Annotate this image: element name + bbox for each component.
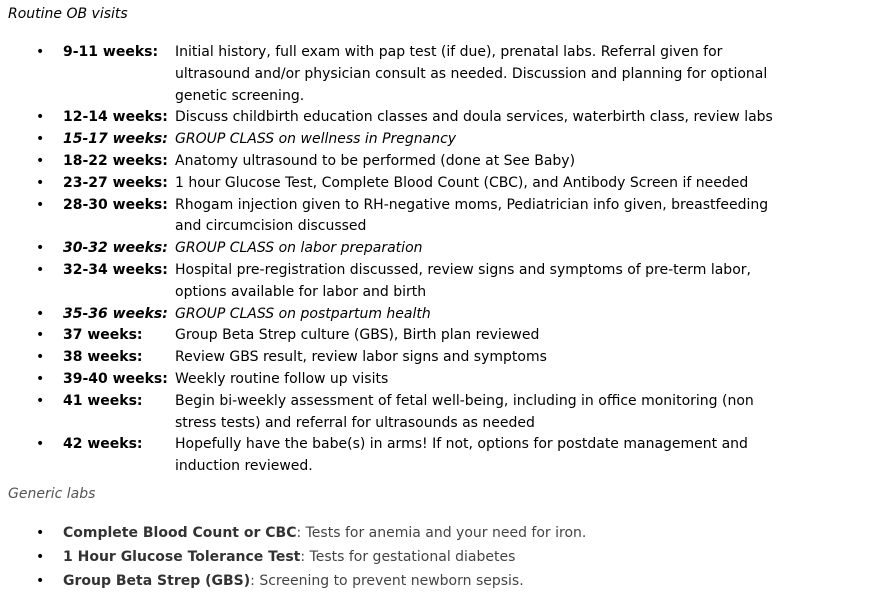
visit-item <box>0 325 879 347</box>
bullet: • <box>36 152 45 169</box>
visit-description: Hopefully have the babe(s) in arms! If not, options for postdate management and induction reviewed. <box>175 436 748 475</box>
visit-weeks: 35-36 weeks: <box>63 305 168 322</box>
visit-description: Hospital pre-registration discussed, review signs and symptoms of pre-term labor, options available for labor and birth <box>175 261 751 300</box>
visit-description: Group Beta Strep culture (GBS), Birth plan reviewed <box>175 327 540 344</box>
bullet: • <box>36 525 45 541</box>
visit-item <box>0 391 879 435</box>
lab-description: : Screening to prevent newborn sepsis. <box>250 573 524 589</box>
visit-description: GROUP CLASS on labor preparation <box>175 240 423 257</box>
visit-item <box>0 195 879 239</box>
visit-weeks: 28-30 weeks: <box>63 196 168 213</box>
routine-ob-visits-heading: Routine OB visits <box>8 6 128 22</box>
visit-item <box>0 42 879 107</box>
bullet: • <box>36 174 45 191</box>
visit-description: GROUP CLASS on postpartum health <box>175 305 431 322</box>
visits-list <box>0 42 879 478</box>
visit-description: 1 hour Glucose Test, Complete Blood Count (CBC), and Antibody Screen if needed <box>175 174 749 191</box>
bullet: • <box>36 240 45 257</box>
bullet: • <box>36 305 45 322</box>
visit-weeks: 37 weeks: <box>63 327 143 344</box>
visit-weeks: 39-40 weeks: <box>63 370 168 387</box>
visit-description: Review GBS result, review labor signs and symptoms <box>175 349 547 366</box>
visit-description: Rhogam injection given to RH-negative moms, Pediatrician info given, breastfeeding and circumcision discussed <box>175 196 769 235</box>
bullet: • <box>36 109 45 126</box>
bullet: • <box>36 370 45 387</box>
visit-weeks: 41 weeks: <box>63 392 143 409</box>
visit-item <box>0 129 879 151</box>
bullet: • <box>36 573 45 589</box>
visit-item <box>0 434 879 478</box>
bullet: • <box>36 196 45 213</box>
visit-weeks: 15-17 weeks: <box>63 131 168 148</box>
lab-term: Complete Blood Count or CBC <box>63 525 297 541</box>
visit-description: Discuss childbirth education classes and doula services, waterbirth class, review labs <box>175 109 773 126</box>
visit-description: Weekly routine follow up visits <box>175 370 389 387</box>
visit-weeks: 12-14 weeks: <box>63 109 168 126</box>
visit-item <box>0 304 879 326</box>
visit-description: Anatomy ultrasound to be performed (done at See Baby) <box>175 152 576 169</box>
visit-weeks: 32-34 weeks: <box>63 261 168 278</box>
visit-weeks: 9-11 weeks: <box>63 44 159 60</box>
bullet: • <box>36 549 45 565</box>
visit-description: Begin bi-weekly assessment of fetal well-being, including in office monitoring (non stress tests) and referral for ultrasounds as needed <box>175 392 754 431</box>
lab-item <box>0 521 879 545</box>
visit-weeks: 38 weeks: <box>63 349 143 366</box>
bullet: • <box>36 349 45 366</box>
visit-item <box>0 369 879 391</box>
visit-item <box>0 173 879 195</box>
generic-labs-heading: Generic labs <box>8 486 96 502</box>
visit-description: Initial history, full exam with pap test (if due), prenatal labs. Referral given for ultrasound and/or physician consult as needed. Discussion and planning for optional genetic screening. <box>175 44 768 104</box>
bullet: • <box>36 327 45 344</box>
labs-list <box>0 521 879 593</box>
visit-item <box>0 260 879 304</box>
visit-weeks: 23-27 weeks: <box>63 174 168 191</box>
visit-item <box>0 151 879 173</box>
visit-description: GROUP CLASS on wellness in Pregnancy <box>175 131 457 148</box>
visit-item <box>0 238 879 260</box>
lab-item <box>0 545 879 569</box>
bullet: • <box>36 261 45 278</box>
visit-item <box>0 107 879 129</box>
visit-weeks: 42 weeks: <box>63 436 143 453</box>
visit-weeks: 18-22 weeks: <box>63 152 168 169</box>
lab-description: : Tests for gestational diabetes <box>300 549 516 565</box>
bullet: • <box>36 392 45 409</box>
lab-term: Group Beta Strep (GBS) <box>63 573 251 589</box>
lab-description: : Tests for anemia and your need for iron. <box>296 525 587 541</box>
bullet: • <box>36 131 45 148</box>
visit-weeks: 30-32 weeks: <box>63 240 168 257</box>
lab-term: 1 Hour Glucose Tolerance Test <box>63 549 301 565</box>
bullet: • <box>36 436 45 453</box>
lab-item <box>0 569 879 593</box>
bullet: • <box>36 44 45 60</box>
visit-item <box>0 347 879 369</box>
